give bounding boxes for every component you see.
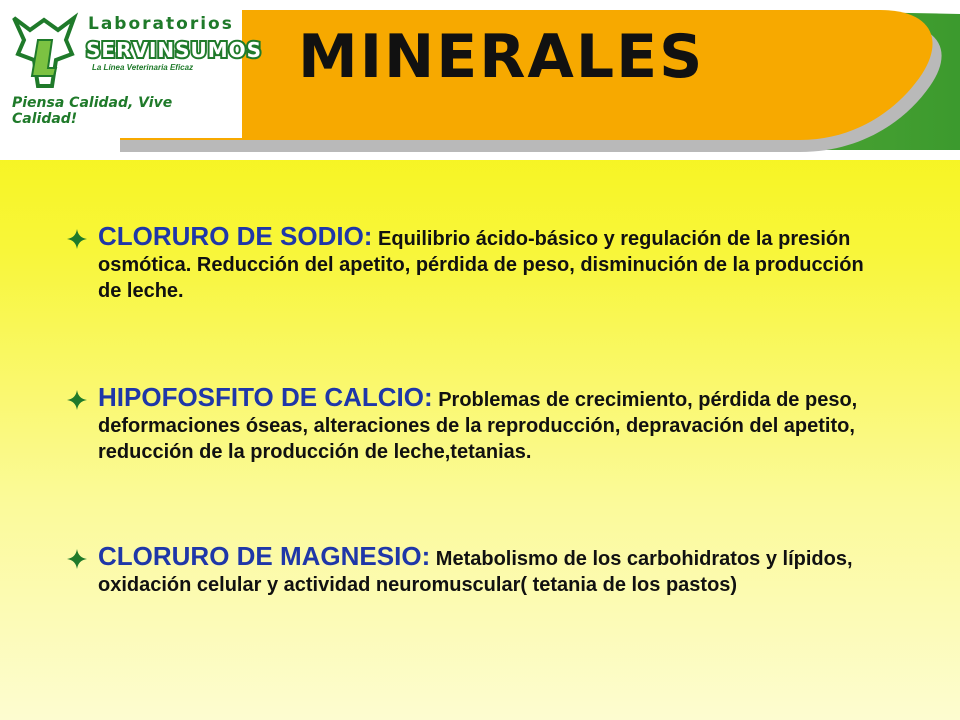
diamond-bullet-icon xyxy=(66,548,88,570)
mineral-term: CLORURO DE SODIO: xyxy=(98,221,373,251)
logo-lab-text: Laboratorios xyxy=(88,14,234,34)
list-item xyxy=(66,221,886,305)
mineral-term: CLORURO DE MAGNESIO: xyxy=(98,541,431,571)
mineral-description: Problemas de crecimiento, pérdida de peso, deformaciones óseas, alteraciones de la reproducción, depravación del apetito, reducción de la producción de leche,tetanias. xyxy=(98,389,858,463)
diamond-bullet-icon xyxy=(66,389,88,411)
list-item xyxy=(66,382,886,466)
logo-tagline: La Línea Veterinaria Eficaz xyxy=(92,63,194,72)
mineral-list xyxy=(66,221,886,599)
header xyxy=(0,0,960,160)
diamond-bullet-icon xyxy=(66,228,88,250)
servinsumos-logo xyxy=(0,0,263,130)
mineral-description: Equilibrio ácido-básico y regulación de la presión osmótica. Reducción del apetito, pérdida de peso, disminución de la producción de leche. xyxy=(98,228,864,302)
page-title: MINERALES xyxy=(298,22,705,92)
cow-emblem-icon xyxy=(8,10,84,92)
logo-brand-text: SERVINSUMOS xyxy=(86,38,263,62)
mineral-term: HIPOFOSFITO DE CALCIO: xyxy=(98,382,433,412)
logo-slogan: Piensa Calidad, Vive Calidad! xyxy=(12,95,173,127)
mineral-description: Metabolismo de los carbohidratos y lípidos, oxidación celular y actividad neuromuscular( tetania de los pastos) xyxy=(98,548,853,596)
list-item xyxy=(66,541,886,599)
